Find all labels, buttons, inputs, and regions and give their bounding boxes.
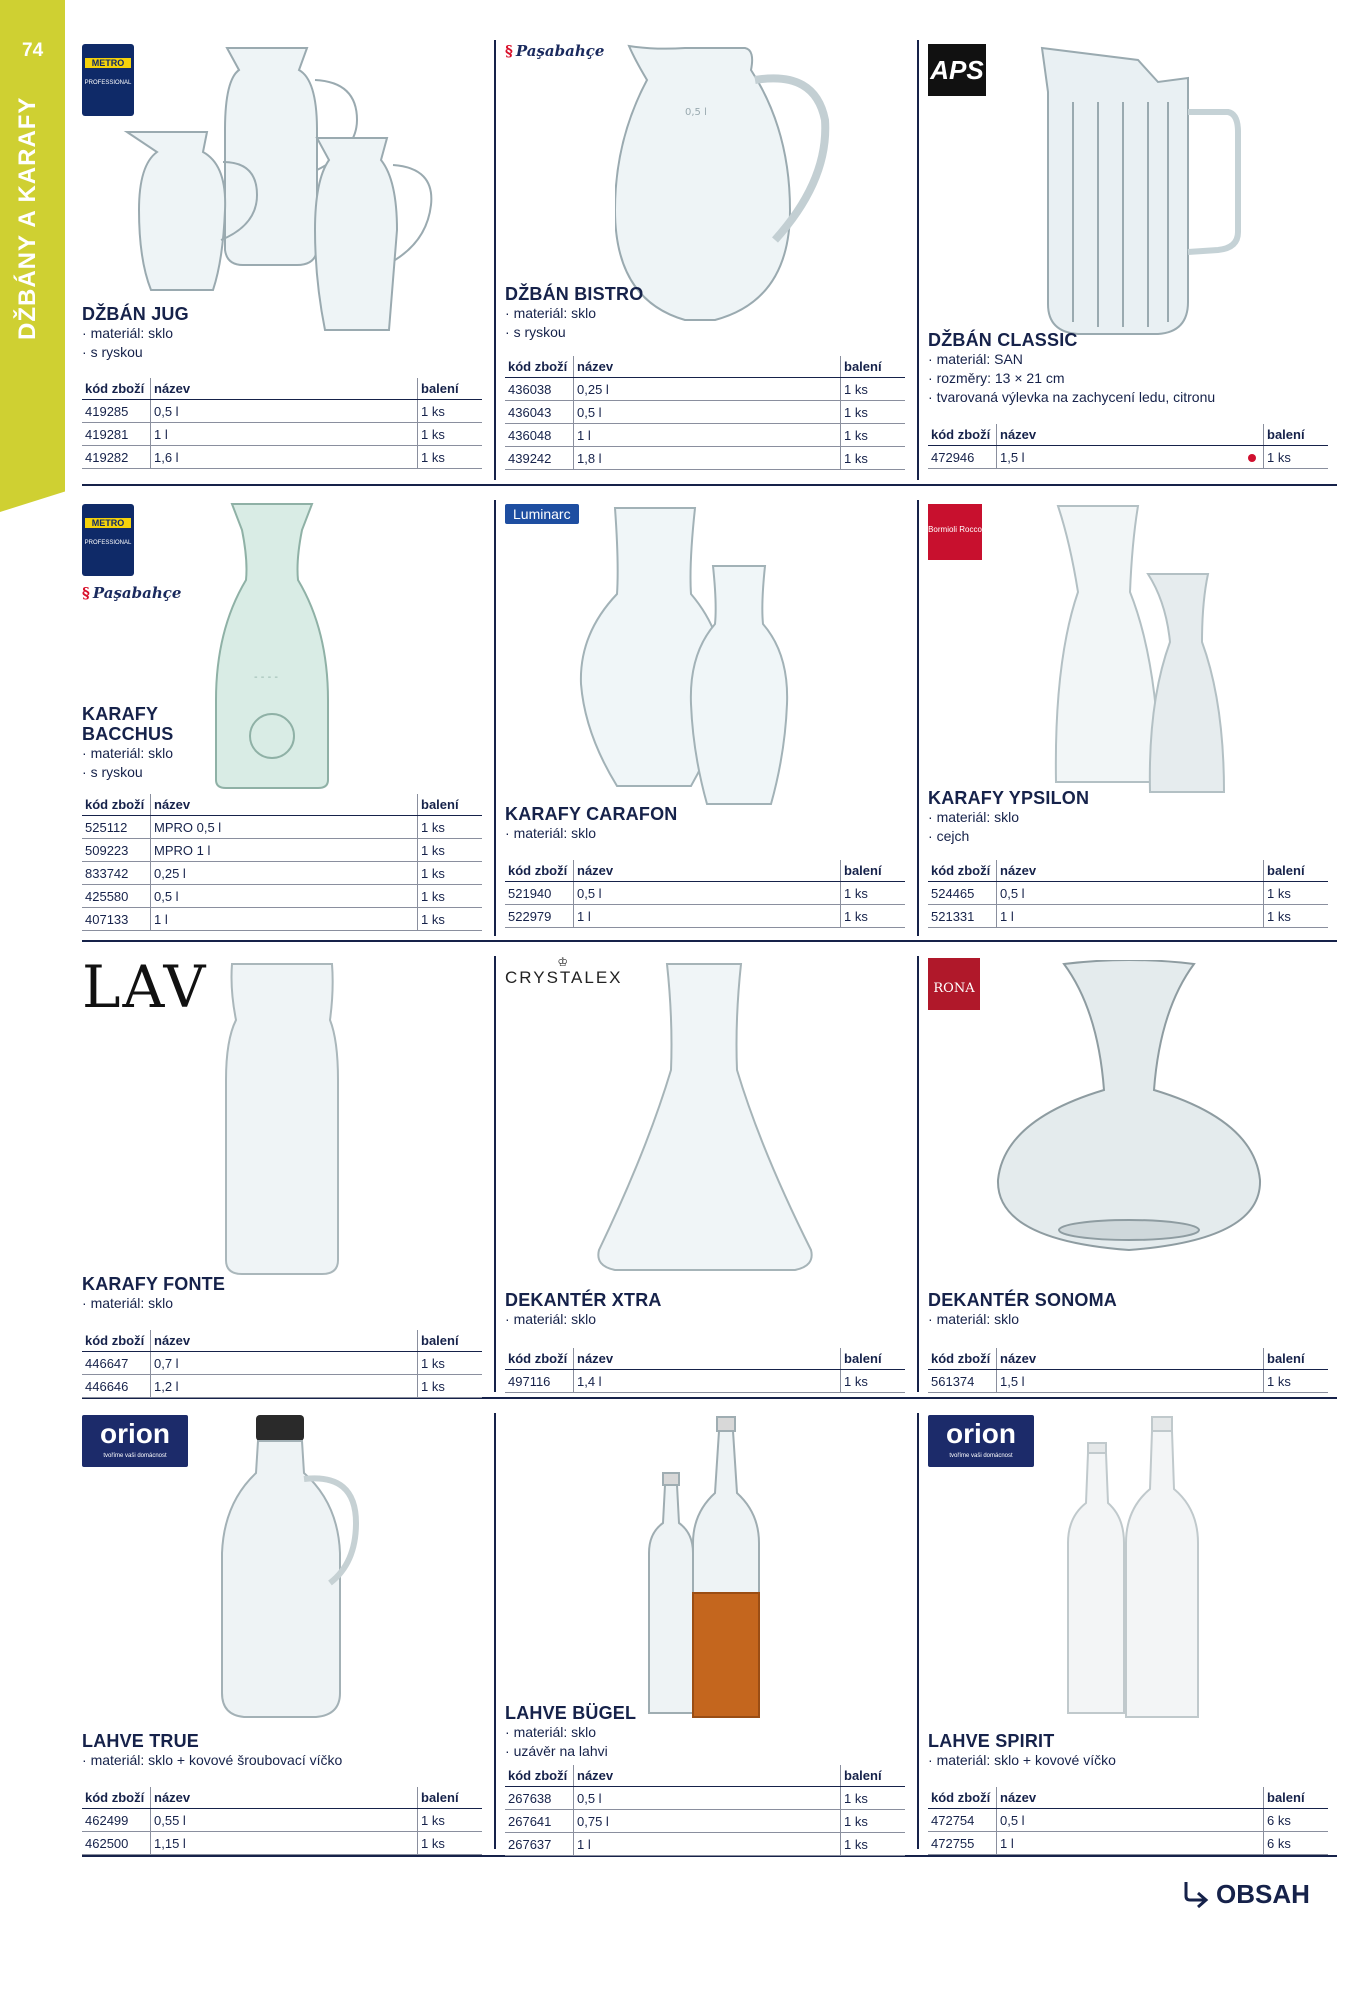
- feature-list: [505, 304, 905, 342]
- header-name: název: [574, 1348, 841, 1370]
- feature-item: · materiál: sklo: [82, 744, 482, 763]
- cell-name: 1,2 l: [151, 1375, 418, 1398]
- metro-logo-word: METRO: [85, 518, 131, 528]
- rona-logo: RONA: [928, 958, 980, 1010]
- product-title: LAHVE TRUE: [82, 1731, 200, 1751]
- cell-code: 436038: [505, 378, 574, 401]
- product-card-dekanter-xtra: [505, 956, 915, 1392]
- header-pack: balení: [418, 1787, 483, 1809]
- feature-list: [928, 808, 1328, 846]
- pasabahce-wordmark: Paşabahçe: [92, 584, 182, 602]
- table-row: [505, 1370, 905, 1393]
- table-row: [505, 1787, 905, 1810]
- cell-pack: 1 ks: [418, 839, 483, 862]
- header-name: název: [997, 860, 1264, 882]
- column-divider: [494, 500, 496, 936]
- header-code: kód zboží: [928, 860, 997, 882]
- cell-code: 446646: [82, 1375, 151, 1398]
- cell-code: 472946: [928, 446, 997, 469]
- header-pack: balení: [1264, 424, 1329, 446]
- cell-pack: 1 ks: [841, 401, 906, 424]
- header-pack: balení: [418, 1330, 483, 1352]
- bistro-pitcher-image: [615, 40, 855, 325]
- header-pack: balení: [418, 794, 483, 816]
- feature-item: · materiál: sklo: [928, 808, 1328, 827]
- table-row: [928, 1370, 1328, 1393]
- table-row: [82, 1352, 482, 1375]
- bormioli-rocco-logo: Bormioli Rocco: [928, 504, 982, 560]
- product-title: LAHVE BÜGEL: [505, 1703, 637, 1723]
- product-title: DŽBÁN CLASSIC: [928, 330, 1078, 350]
- table-header-row: [928, 1787, 1328, 1809]
- header-code: kód zboží: [505, 860, 574, 882]
- cell-name: 1 l: [997, 905, 1264, 928]
- orion-logo: [82, 1415, 188, 1467]
- product-card-karafy-ypsilon: [928, 500, 1338, 936]
- cell-name: 1 l: [574, 905, 841, 928]
- feature-item: · uzávěr na lahvi: [505, 1742, 905, 1761]
- orion-tagline: tvoříme vaši domácnost: [103, 1453, 167, 1459]
- jug-pitchers-image: [117, 40, 457, 340]
- product-table: [505, 356, 905, 470]
- header-code: kód zboží: [505, 1348, 574, 1370]
- cell-name-text: 1,5 l: [1000, 449, 1025, 465]
- xtra-decanter-image: [585, 960, 825, 1280]
- crystalex-crown-icon: ♔: [557, 955, 571, 969]
- table-header-row: [82, 1787, 482, 1809]
- column-divider: [917, 500, 919, 936]
- feature-list: [505, 824, 905, 843]
- cell-name: 0,5 l: [151, 400, 418, 423]
- table-row: [82, 862, 482, 885]
- table-row: [505, 882, 905, 905]
- product-info: [928, 788, 1328, 846]
- cell-code: 833742: [82, 862, 151, 885]
- table-row: [82, 1375, 482, 1398]
- orion-tagline: tvoříme vaši domácnost: [949, 1453, 1013, 1459]
- feature-item: · materiál: sklo: [505, 824, 905, 843]
- cell-pack: 1 ks: [1264, 882, 1329, 905]
- cell-pack: 1 ks: [841, 882, 906, 905]
- metro-logo-word: METRO: [85, 58, 131, 68]
- pasabahce-wordmark: Paşabahçe: [515, 42, 605, 60]
- cell-code: 561374: [928, 1370, 997, 1393]
- table-row: [82, 908, 482, 931]
- ypsilon-carafes-image: [1048, 502, 1238, 802]
- header-pack: balení: [841, 1348, 906, 1370]
- cell-pack: 6 ks: [1264, 1809, 1329, 1832]
- feature-item: · tvarovaná výlevka na zachycení ledu, citronu: [928, 388, 1328, 407]
- feature-item: · materiál: sklo: [505, 1723, 905, 1742]
- table-row: [82, 400, 482, 423]
- cell-name: 0,5 l: [997, 1809, 1264, 1832]
- cell-code: 522979: [505, 905, 574, 928]
- product-info: [505, 804, 905, 843]
- cell-name: 1,4 l: [574, 1370, 841, 1393]
- cell-name: 1,5 l: [997, 1370, 1264, 1393]
- cell-pack: 1 ks: [418, 446, 483, 469]
- product-title: KARAFY CARAFON: [505, 804, 678, 824]
- cell-name: 1 l: [151, 423, 418, 446]
- product-table: [505, 860, 905, 928]
- metro-professional-logo: [82, 504, 134, 576]
- header-name: název: [997, 1787, 1264, 1809]
- cell-code: 509223: [82, 839, 151, 862]
- cell-pack: 1 ks: [418, 1375, 483, 1398]
- pasabahce-logo: [82, 584, 181, 602]
- feature-list: [928, 1751, 1328, 1770]
- table-row: [82, 816, 482, 839]
- cell-code: 425580: [82, 885, 151, 908]
- product-table: [82, 794, 482, 931]
- feature-item: · s ryskou: [505, 323, 905, 342]
- obsah-label: OBSAH: [1216, 1878, 1310, 1909]
- spirit-bottles-image: [1062, 1413, 1212, 1723]
- true-bottle-image: [220, 1413, 370, 1723]
- orion-wordmark: orion: [946, 1418, 1016, 1449]
- header-pack: balení: [841, 356, 906, 378]
- cell-pack: 1 ks: [841, 905, 906, 928]
- product-title: DEKANTÉR XTRA: [505, 1290, 662, 1310]
- product-card-karafy-bacchus: [82, 500, 492, 936]
- section-title: DŽBÁNY A KARAFY: [14, 96, 41, 340]
- table-header-row: [505, 860, 905, 882]
- svg-text:- - - -: - - - -: [254, 672, 278, 683]
- column-divider: [494, 40, 496, 480]
- cell-name: 1 l: [574, 424, 841, 447]
- cell-code: 439242: [505, 447, 574, 470]
- cell-code: 419285: [82, 400, 151, 423]
- table-row: [928, 905, 1328, 928]
- bottle-cap-shape: [256, 1415, 304, 1441]
- pasabahce-mark-icon: §: [82, 584, 90, 602]
- column-divider: [917, 1413, 919, 1849]
- header-name: název: [997, 1348, 1264, 1370]
- product-info: [82, 704, 482, 782]
- feature-item: · materiál: sklo: [928, 1310, 1328, 1329]
- fonte-carafe-image: [222, 960, 342, 1280]
- cell-name: 0,5 l: [997, 882, 1264, 905]
- table-row: [505, 401, 905, 424]
- orion-wordmark: orion: [100, 1418, 170, 1449]
- product-info: [82, 1731, 482, 1770]
- product-card-dzban-jug: [82, 40, 492, 480]
- cell-pack: 1 ks: [841, 424, 906, 447]
- product-info: [928, 330, 1328, 407]
- feature-item: · materiál: sklo: [82, 1294, 482, 1313]
- header-code: kód zboží: [928, 1348, 997, 1370]
- table-row: [505, 378, 905, 401]
- header-pack: balení: [1264, 860, 1329, 882]
- cell-code: 525112: [82, 816, 151, 839]
- cell-pack: 1 ks: [418, 1809, 483, 1832]
- header-name: název: [574, 1765, 841, 1787]
- table-row: [82, 423, 482, 446]
- product-card-karafy-carafon: [505, 500, 915, 936]
- product-info: [82, 304, 482, 362]
- svg-text:0,5 l: 0,5 l: [685, 107, 707, 118]
- product-info: [928, 1731, 1328, 1770]
- product-table: [928, 860, 1328, 928]
- luminarc-logo: Luminarc: [505, 504, 579, 524]
- cell-pack: 1 ks: [418, 862, 483, 885]
- cell-name: MPRO 1 l: [151, 839, 418, 862]
- cell-name: 0,55 l: [151, 1809, 418, 1832]
- feature-item: · materiál: sklo + kovové šroubovací víčko: [82, 1751, 482, 1770]
- product-title: LAHVE SPIRIT: [928, 1731, 1055, 1751]
- header-name: název: [151, 378, 418, 400]
- product-title: KARAFY YPSILON: [928, 788, 1090, 808]
- header-name: název: [151, 794, 418, 816]
- cell-pack: 1 ks: [1264, 905, 1329, 928]
- crystalex-wordmark: CRYSTALEX: [505, 968, 623, 987]
- table-header-row: [82, 378, 482, 400]
- cell-name: 0,25 l: [574, 378, 841, 401]
- cell-name: 0,5 l: [574, 1787, 841, 1810]
- pasabahce-mark-icon: §: [505, 42, 513, 60]
- feature-item: · materiál: sklo: [82, 324, 482, 343]
- table-header-row: [505, 356, 905, 378]
- header-name: název: [574, 860, 841, 882]
- cell-name: 1 l: [151, 908, 418, 931]
- obsah-link[interactable]: [1180, 1878, 1310, 1910]
- feature-list: [82, 744, 482, 782]
- cell-name: 0,25 l: [151, 862, 418, 885]
- table-header-row: [928, 424, 1328, 446]
- table-row: [928, 446, 1328, 469]
- header-code: kód zboží: [505, 356, 574, 378]
- feature-item: · materiál: sklo: [505, 1310, 905, 1329]
- cell-name: [997, 446, 1264, 469]
- table-row: [82, 885, 482, 908]
- sonoma-decanter-image: [984, 960, 1274, 1260]
- cell-code: 446647: [82, 1352, 151, 1375]
- product-table: [928, 1787, 1328, 1855]
- product-title: DŽBÁN JUG: [82, 304, 189, 324]
- return-arrow-icon: [1180, 1878, 1212, 1910]
- cell-pack: 1 ks: [418, 1352, 483, 1375]
- cell-name: 0,75 l: [574, 1810, 841, 1833]
- aps-logo: APS: [928, 44, 986, 96]
- product-card-dekanter-sonoma: [928, 956, 1338, 1392]
- cell-code: 462499: [82, 1809, 151, 1832]
- feature-item: · materiál: sklo: [505, 304, 905, 323]
- cell-name: 1 l: [574, 1833, 841, 1856]
- product-info: [928, 1290, 1328, 1329]
- feature-item: · rozměry: 13 × 21 cm: [928, 369, 1328, 388]
- cell-code: 419281: [82, 423, 151, 446]
- header-name: název: [997, 424, 1264, 446]
- feature-item: · s ryskou: [82, 343, 482, 362]
- header-pack: balení: [1264, 1787, 1329, 1809]
- cell-name: MPRO 0,5 l: [151, 816, 418, 839]
- cell-code: 472754: [928, 1809, 997, 1832]
- cell-pack: 1 ks: [418, 816, 483, 839]
- row-divider: [82, 940, 1337, 942]
- cell-pack: 1 ks: [1264, 446, 1329, 469]
- table-row: [505, 447, 905, 470]
- product-card-lahve-true: [82, 1413, 492, 1849]
- feature-list: [82, 1294, 482, 1313]
- table-row: [928, 1809, 1328, 1832]
- feature-list: [82, 1751, 482, 1770]
- cell-pack: 1 ks: [418, 400, 483, 423]
- cell-code: 462500: [82, 1832, 151, 1855]
- page-number: 74: [22, 40, 44, 61]
- table-row: [928, 882, 1328, 905]
- feature-list: [928, 1310, 1328, 1329]
- product-table: [82, 1330, 482, 1398]
- cell-pack: 1 ks: [841, 1810, 906, 1833]
- cell-name: 0,5 l: [574, 401, 841, 424]
- product-title: KARAFY BACCHUS: [82, 704, 174, 744]
- table-header-row: [82, 1330, 482, 1352]
- product-card-dzban-bistro: [505, 40, 915, 480]
- table-row: [82, 1809, 482, 1832]
- new-item-dot-icon: [1248, 454, 1256, 462]
- header-code: kód zboží: [505, 1765, 574, 1787]
- header-name: název: [574, 356, 841, 378]
- table-header-row: [928, 1348, 1328, 1370]
- header-name: název: [151, 1330, 418, 1352]
- table-row: [82, 446, 482, 469]
- cell-name: 1,6 l: [151, 446, 418, 469]
- cell-code: 524465: [928, 882, 997, 905]
- header-code: kód zboží: [82, 378, 151, 400]
- header-pack: balení: [1264, 1348, 1329, 1370]
- header-code: kód zboží: [928, 424, 997, 446]
- product-table: [82, 1787, 482, 1855]
- table-header-row: [505, 1765, 905, 1787]
- table-row: [505, 424, 905, 447]
- cell-code: 436048: [505, 424, 574, 447]
- cell-code: 267641: [505, 1810, 574, 1833]
- cell-pack: 1 ks: [841, 447, 906, 470]
- feature-item: · cejch: [928, 827, 1328, 846]
- table-row: [82, 839, 482, 862]
- table-row: [505, 1810, 905, 1833]
- bugel-bottles-image: [641, 1413, 801, 1723]
- cell-code: 497116: [505, 1370, 574, 1393]
- header-code: kód zboží: [82, 1787, 151, 1809]
- header-pack: balení: [841, 1765, 906, 1787]
- column-divider: [494, 956, 496, 1392]
- product-card-lahve-spirit: [928, 1413, 1338, 1849]
- metro-logo-sub: PROFESSIONAL: [84, 80, 132, 86]
- cell-name: 1,8 l: [574, 447, 841, 470]
- column-divider: [917, 40, 919, 480]
- feature-list: [82, 324, 482, 362]
- cell-pack: 1 ks: [841, 1370, 906, 1393]
- cell-name: 0,5 l: [151, 885, 418, 908]
- product-table: [505, 1765, 905, 1856]
- product-title: KARAFY FONTE: [82, 1274, 226, 1294]
- header-pack: balení: [418, 378, 483, 400]
- cell-code: 472755: [928, 1832, 997, 1855]
- orion-logo: [928, 1415, 1034, 1467]
- column-divider: [494, 1413, 496, 1849]
- table-header-row: [82, 794, 482, 816]
- classic-pitcher-image: [1018, 42, 1258, 342]
- cell-pack: 1 ks: [1264, 1370, 1329, 1393]
- cell-pack: 1 ks: [418, 908, 483, 931]
- metro-logo-sub: PROFESSIONAL: [84, 540, 132, 546]
- product-table: [928, 424, 1328, 469]
- row-divider: [82, 484, 1337, 486]
- header-code: kód zboží: [82, 794, 151, 816]
- cell-pack: 1 ks: [418, 1832, 483, 1855]
- table-row: [928, 1832, 1328, 1855]
- table-header-row: [928, 860, 1328, 882]
- lav-logo: LAV: [82, 953, 208, 1021]
- cell-code: 267638: [505, 1787, 574, 1810]
- product-card-dzban-classic: [928, 40, 1338, 480]
- product-info: [82, 1274, 482, 1313]
- product-card-karafy-fonte: [82, 953, 492, 1394]
- product-table: [928, 1348, 1328, 1393]
- header-name: název: [151, 1787, 418, 1809]
- feature-item: · materiál: sklo + kovové víčko: [928, 1751, 1328, 1770]
- cell-name: 0,5 l: [574, 882, 841, 905]
- pasabahce-logo: [505, 42, 604, 60]
- cell-code: 267637: [505, 1833, 574, 1856]
- header-code: kód zboží: [82, 1330, 151, 1352]
- cell-code: 419282: [82, 446, 151, 469]
- feature-list: [505, 1723, 905, 1761]
- feature-list: [505, 1310, 905, 1329]
- cell-code: 407133: [82, 908, 151, 931]
- table-row: [505, 1833, 905, 1856]
- cell-code: 521331: [928, 905, 997, 928]
- product-title: DEKANTÉR SONOMA: [928, 1290, 1118, 1310]
- product-info: [505, 1290, 905, 1329]
- product-info: [505, 1703, 905, 1761]
- carafon-carafes-image: [565, 504, 855, 814]
- cell-pack: 1 ks: [841, 1833, 906, 1856]
- cell-name: 1,15 l: [151, 1832, 418, 1855]
- cell-pack: 1 ks: [418, 885, 483, 908]
- feature-list: [928, 350, 1328, 407]
- cell-code: 521940: [505, 882, 574, 905]
- feature-item: · materiál: SAN: [928, 350, 1328, 369]
- cell-pack: 6 ks: [1264, 1832, 1329, 1855]
- table-row: [82, 1832, 482, 1855]
- cell-name: 1 l: [997, 1832, 1264, 1855]
- product-info: [505, 284, 905, 342]
- product-card-lahve-bugel: [505, 1413, 915, 1852]
- cell-pack: 1 ks: [841, 378, 906, 401]
- table-row: [505, 905, 905, 928]
- column-divider: [917, 956, 919, 1392]
- header-code: kód zboží: [928, 1787, 997, 1809]
- product-title: DŽBÁN BISTRO: [505, 284, 644, 304]
- cell-pack: 1 ks: [418, 423, 483, 446]
- cell-code: 436043: [505, 401, 574, 424]
- feature-item: · s ryskou: [82, 763, 482, 782]
- product-table: [82, 378, 482, 469]
- cell-name: 0,7 l: [151, 1352, 418, 1375]
- header-pack: balení: [841, 860, 906, 882]
- table-header-row: [505, 1348, 905, 1370]
- product-table: [505, 1348, 905, 1393]
- cell-pack: 1 ks: [841, 1787, 906, 1810]
